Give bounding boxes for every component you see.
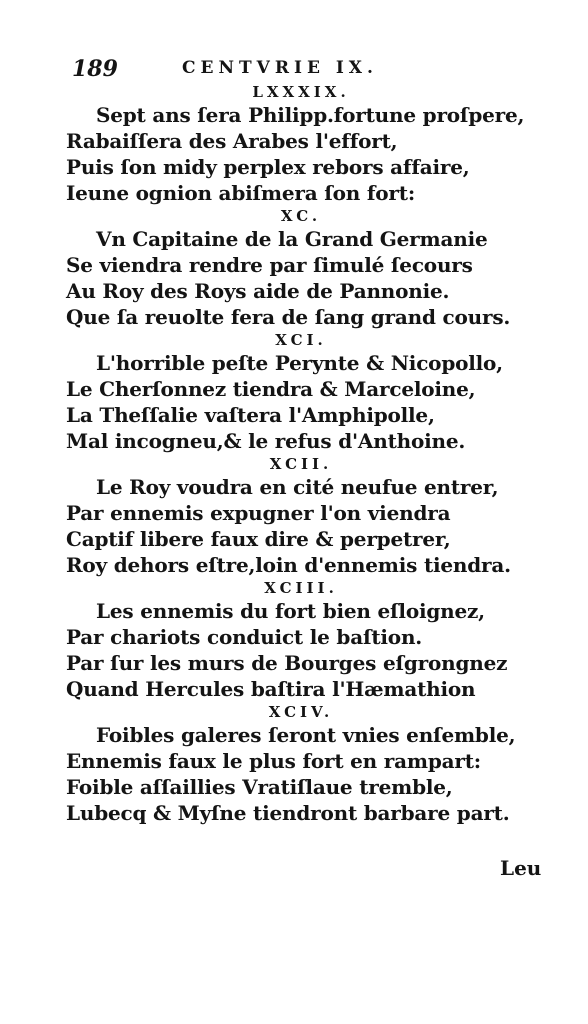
verse-line: Mal incogneu,& le refus d'Anthoine. (66, 429, 466, 453)
verse-line: Roy dehors eſtre,loin d'ennemis tiendra. (66, 553, 511, 577)
verse-line: Par ſur les murs de Bourges eſgrongnez (66, 651, 508, 675)
verse-line: L'horrible peſte Perynte & Nicopollo, (96, 351, 503, 375)
quatrain-numeral: XCII. (269, 455, 333, 473)
verse-line: Captif libere faux dire & perpetrer, (66, 527, 451, 551)
quatrain (66, 82, 525, 206)
verse-line: Ieune ognion abiſmera ſon fort: (66, 181, 415, 205)
running-title: CENTVRIE IX. (182, 58, 378, 78)
verse-line: Vn Capitaine de la Grand Germanie (96, 227, 488, 251)
verse-line: Se viendra rendre par ſimulé ſecours (66, 253, 473, 277)
verse-line: Sept ans ſera Philipp.fortune proſpere, (96, 103, 525, 127)
catchword: Leu (500, 856, 542, 880)
quatrain (66, 206, 511, 330)
verse-line: Foibles galeres ſeront vnies enſemble, (96, 723, 516, 747)
verse-line: Le Roy voudra en cité neufue entrer, (96, 475, 499, 499)
verse-line: Ennemis faux le plus fort en rampart: (66, 749, 481, 773)
verse-line: Puis ſon midy perplex rebors affaire, (66, 155, 470, 179)
verse-line: Foible aſſaillies Vratiſlaue tremble, (66, 775, 453, 799)
verse-line: Lubecq & Myſne tiendront barbare part. (66, 801, 510, 825)
verse-line: Les ennemis du fort bien eſloignez, (96, 599, 485, 623)
verse-line: Par chariots conduict le baſtion. (66, 625, 423, 649)
quatrain-numeral: XC. (280, 207, 322, 225)
quatrain-numeral: XCIV. (268, 703, 334, 721)
page-number: 189 (72, 56, 118, 82)
quatrain-numeral: XCIII. (264, 579, 338, 597)
verse-line: Par ennemis expugner l'on viendra (66, 501, 451, 525)
quatrain-numeral: LXXXIX. (252, 83, 350, 101)
quatrain (66, 330, 506, 454)
verse-line: Le Cherſonnez tiendra & Marceloine, (66, 377, 476, 401)
quatrain (66, 454, 511, 578)
quatrain-numeral: XCI. (275, 331, 327, 349)
quatrain (66, 578, 506, 702)
quatrain (66, 702, 516, 826)
verse-line: Que ſa reuolte fera de ſang grand cours. (66, 305, 511, 329)
quatrain-list (66, 82, 525, 826)
verse-line: Au Roy des Roys aide de Pannonie. (66, 279, 450, 303)
verse-line: Quand Hercules baſtira l'Hæmathion (66, 677, 476, 701)
verse-line: La Theſſalie vaſtera l'Amphipolle, (66, 403, 435, 427)
verse-line: Rabaiſſera des Arabes l'effort, (66, 129, 398, 153)
